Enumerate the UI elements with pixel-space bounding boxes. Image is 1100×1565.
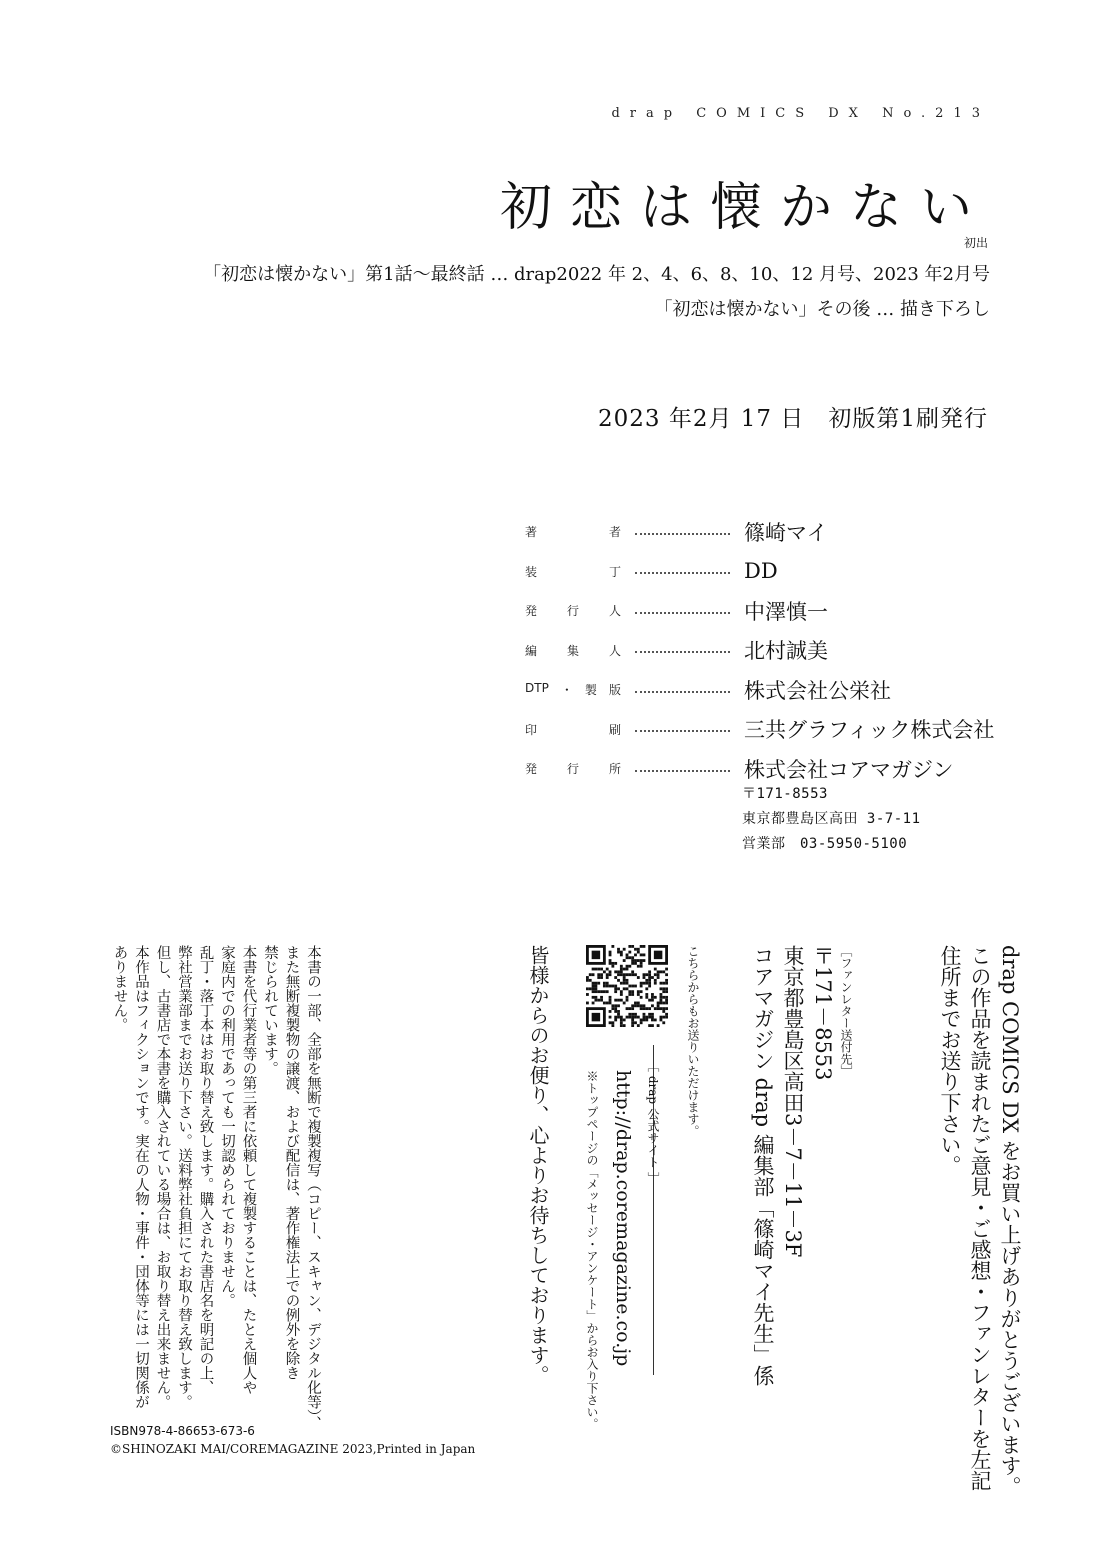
credit-value: 株式会社公栄社 [744,678,891,703]
closing-message: 皆様からのお便り、心よりお待ちしております。 [526,945,550,1385]
fanletter-heading: ［ファンレター送付先］ [839,945,853,1077]
credit-label-char: 人 [608,604,621,619]
legal-line: 但し、古書店で本書を購入されている場合は、お取り替え出来ません。 [154,945,171,1409]
qr-code[interactable] [586,945,668,1027]
credit-value: 篠崎マイ [744,520,828,545]
legal-notice [108,945,323,1431]
credits-list [525,512,1005,789]
credit-value: DD [744,559,778,584]
credit-label-char: 行 [566,762,579,777]
credit-label-char: 者 [608,525,621,540]
credit-label-char: 人 [608,643,621,658]
web-note: ※トップページの「メッセージ・アンケート」からお入り下さい。 [585,1070,599,1430]
copyright: ©SHINOZAKI MAI/COREMAGAZINE 2023,Printed in Japan [110,1442,476,1456]
legal-line: 本書の一部、全部を無断で複製複写（コピー、スキャン、デジタル化等）、 [305,945,321,1431]
credit-label [525,681,621,698]
series-label: drap COMICS DX No.213 [611,106,990,121]
credit-label-char: 印 [525,722,538,737]
leader-dots [635,691,730,693]
credit-label-char: 集 [566,643,579,658]
credit-value: 株式会社コアマガジン [744,757,954,782]
first-appearance-label: 初出 [963,236,988,250]
credit-label-char: 版 [608,683,621,698]
legal-line: 家庭内での利用であっても一切認められておりません。 [219,945,235,1308]
legal-line: 禁じられています。 [262,945,278,1076]
credit-label-char: 発 [525,604,538,619]
credit-row [525,631,1005,671]
credit-label-char: 発 [525,762,538,777]
legal-line: また無断複製物の譲渡、および配信は、著作権法上での例外を除き [283,945,300,1380]
fanletter-address [748,945,838,1386]
credit-value: 北村誠美 [744,639,828,664]
credit-row [525,670,1005,710]
credit-row [525,552,1005,592]
credit-row [525,710,1005,750]
credit-row [525,512,1005,552]
fanletter-street: 東京都豊島区高田3－7－11－3F [781,945,805,1258]
leader-dots [635,730,730,732]
credit-label-char: 刷 [608,722,621,737]
credit-label-char: ・ [560,683,573,698]
legal-line: 本書を代行業者等の第三者に依頼して複製することは、たとえ個人や [240,945,257,1395]
credit-label-char: 製 [584,683,597,698]
leader-dots [635,533,730,535]
thanks-line: 住所までお送り下さい。 [938,945,962,1176]
web-url[interactable]: http://drap.coremagazine.co.jp [612,1070,634,1367]
credit-value: 中澤慎一 [744,599,828,624]
fanletter-postal: 〒171－8553 [811,945,835,1081]
book-title: 初恋は懐かない [499,178,990,238]
leader-dots [635,612,730,614]
fanletter-recipient: コアマガジン drap 編集部「篠崎マイ先生」係 [751,945,775,1386]
leader-dots [635,770,730,772]
thanks-line: この作品を読まれたご意見・ご感想・ファンレターを左記 [968,945,992,1491]
legal-line: 本作品はフィクションです。実在の人物・事件・団体等には一切関係が [133,945,149,1409]
first-appearance-line: 「初恋は懐かない」第1話～最終話 … drap2022 年 2、4、6、8、10、12 月号、2023 年2月号 [203,264,990,285]
credit-label-char: 編 [525,643,538,658]
credit-label [525,563,621,580]
first-appearance-line: 「初恋は懐かない」その後 … 描き下ろし [654,299,990,320]
credit-label-char: DTP [525,681,549,696]
credit-label [525,642,621,659]
credit-label-char: 装 [525,564,538,579]
web-intro: こちらからもお送りいただけます。 [686,945,700,1137]
legal-line: 乱丁・落丁本はお取り替え致します。購入された書店名を明記の上、 [197,945,214,1395]
web-heading: ［ drap 公式サイト ］ [646,1060,660,1184]
isbn: ISBN978-4-86653-673-6 [110,1424,255,1438]
credit-label-char: 丁 [608,564,621,579]
legal-line: 弊社営業部までお送り下さい。送料弊社負担にてお取り替え致します。 [176,945,192,1409]
postal-code: 〒171-8553 [742,786,828,802]
credit-label-char: 著 [525,525,538,540]
credit-label [525,760,621,777]
credit-label [525,721,621,738]
leader-dots [635,572,730,574]
release-date: 2023 年2月 17 日 初版第1刷発行 [598,406,988,432]
leader-dots [635,651,730,653]
credit-label [525,523,621,540]
credit-label [525,602,621,619]
credit-label-char: 所 [608,762,621,777]
publisher-address [742,782,921,857]
thanks-line: drap COMICS DX をお買い上げありがとうございます。 [998,945,1022,1497]
street-address: 東京都豊島区高田 3-7-11 [742,811,921,827]
phone-number: 営業部 03-5950-5100 [742,836,908,852]
thanks-message [935,945,1025,1497]
legal-line: ありません。 [111,945,128,1032]
credit-value: 三共グラフィック株式会社 [744,718,995,743]
credit-label-char: 行 [566,604,579,619]
credit-row [525,591,1005,631]
